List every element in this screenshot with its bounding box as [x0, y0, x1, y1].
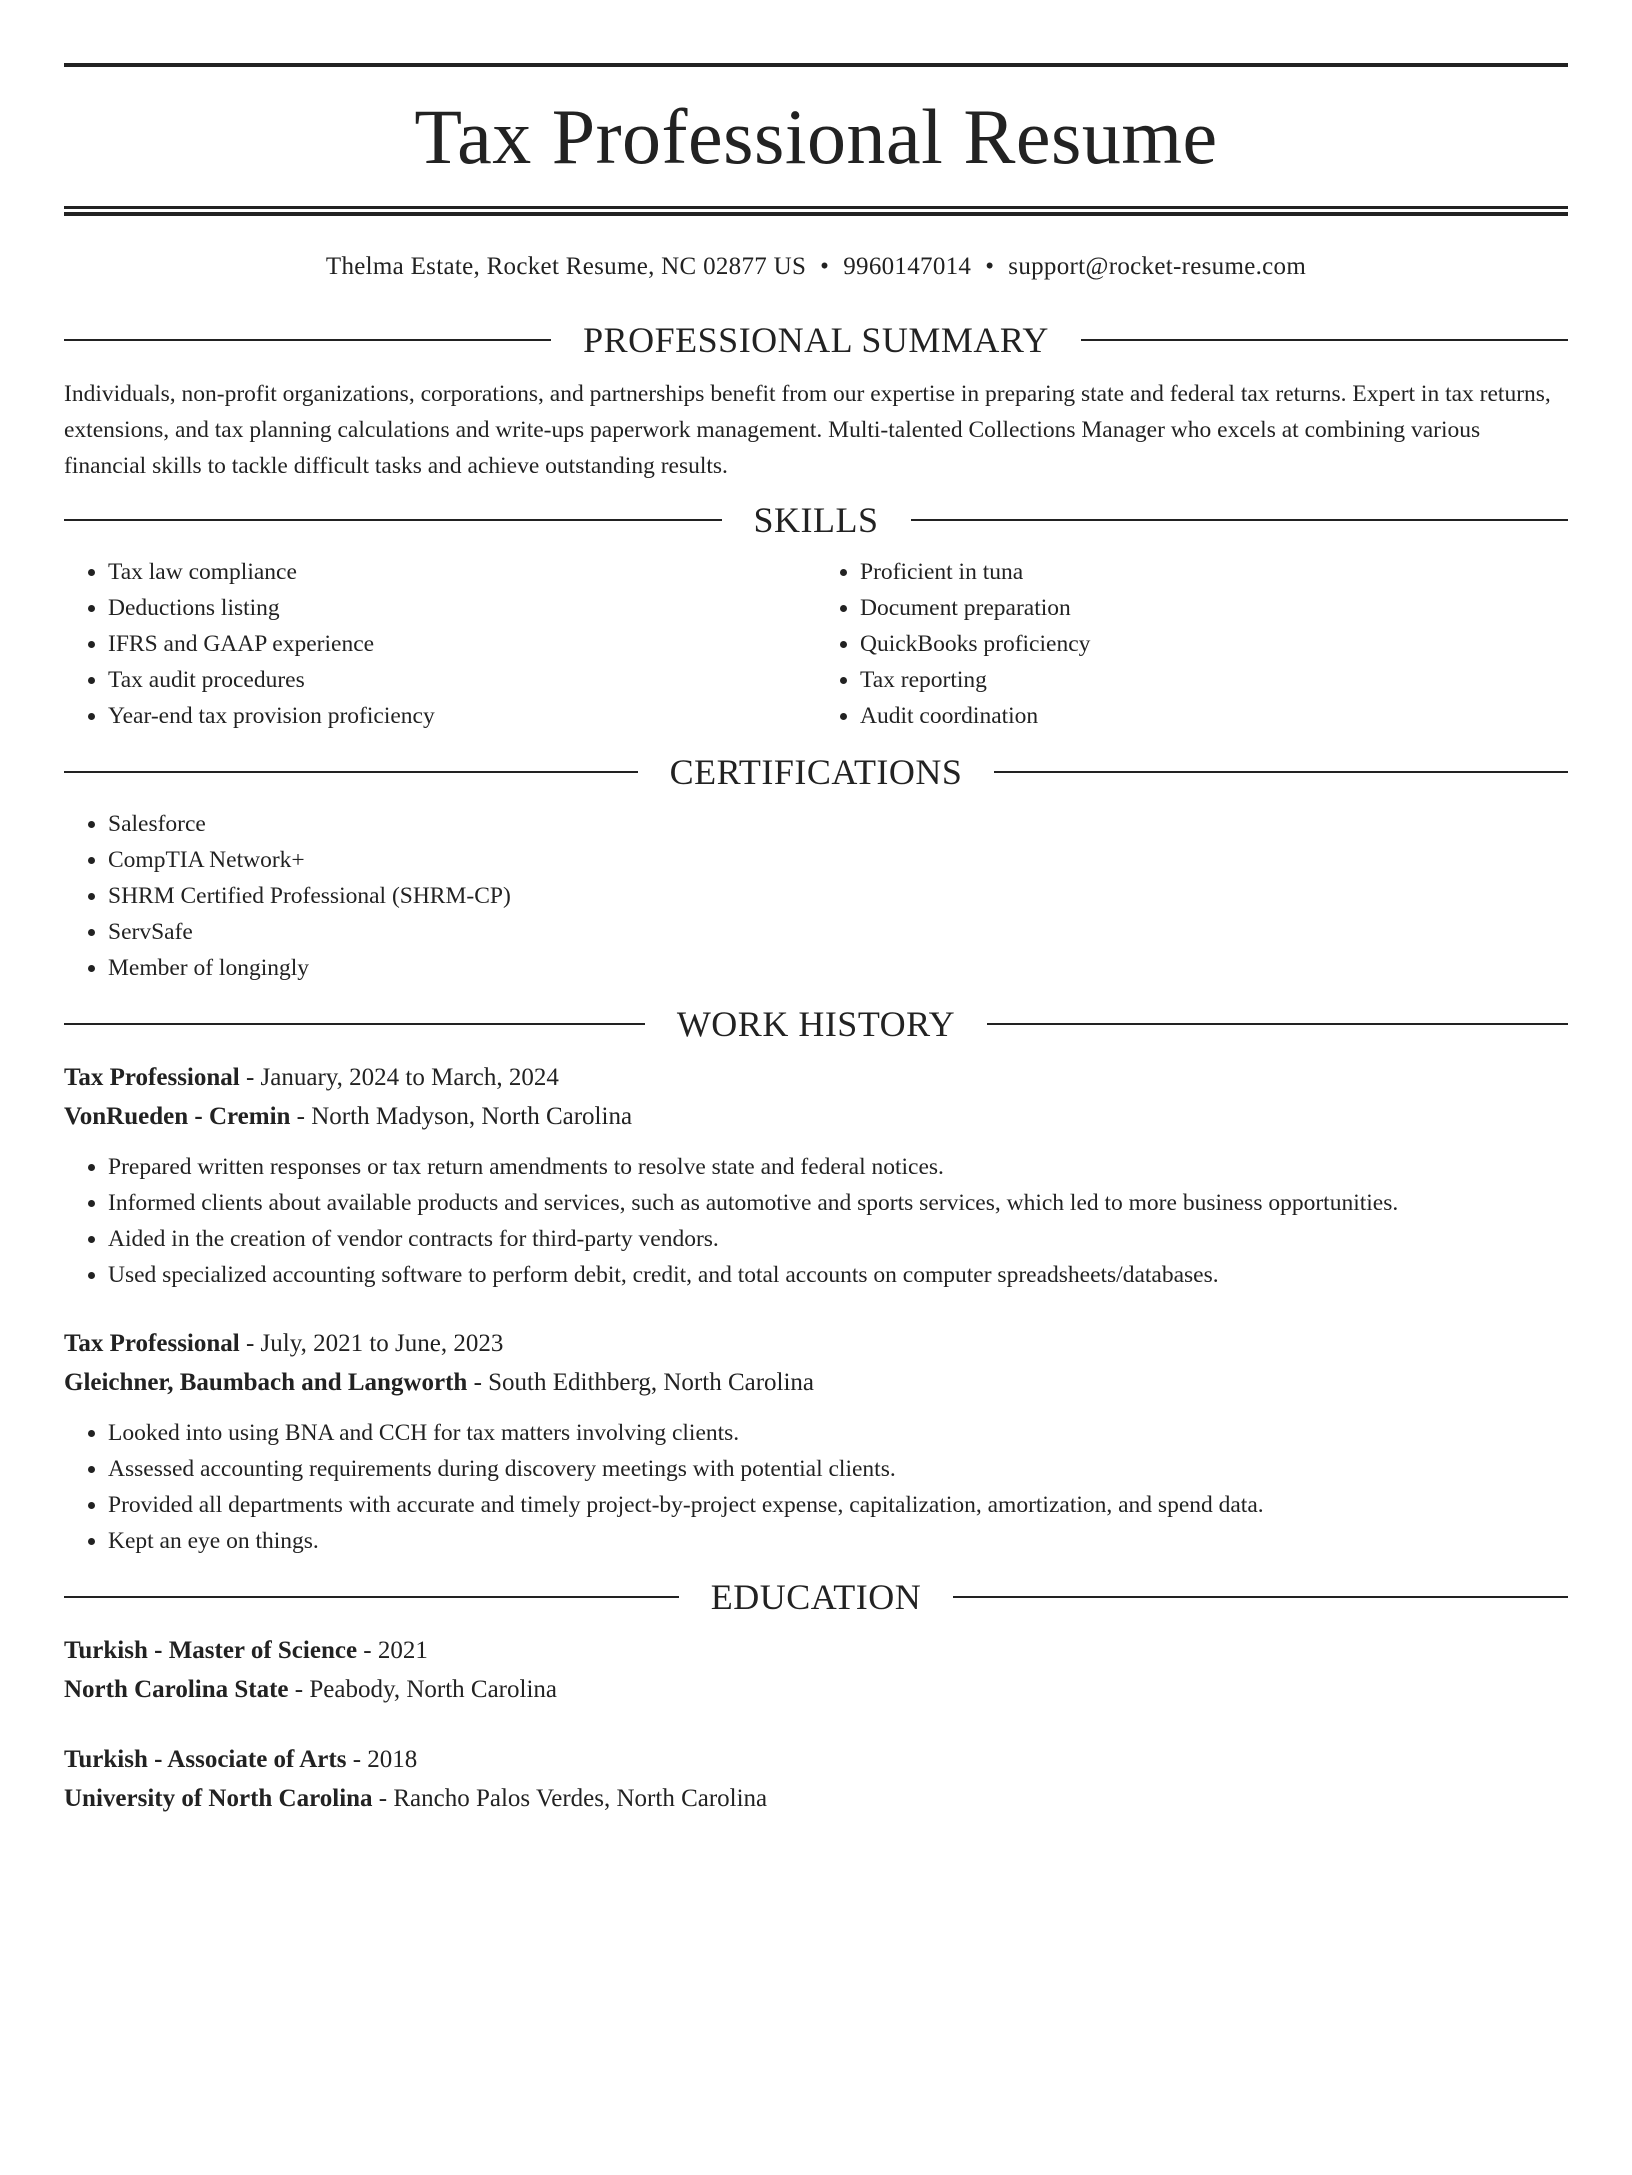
certifications-heading: CERTIFICATIONS: [669, 752, 963, 792]
certification-item: • SHRM Certified Professional (SHRM-CP): [108, 878, 1568, 914]
job-duties-list: [64, 1149, 1568, 1293]
skills-grid: [64, 554, 1568, 734]
education-section-heading: [64, 1575, 1568, 1619]
job-dates: - January, 2024 to March, 2024: [239, 1064, 559, 1091]
heading-rule: [911, 519, 1569, 521]
contact-email: support@rocket-resume.com: [1008, 253, 1307, 280]
heading-rule: [1081, 339, 1568, 341]
education-degree-line: [64, 1740, 1568, 1779]
certifications-list: [64, 806, 1568, 986]
contact-phone: 9960147014: [843, 253, 972, 280]
skill-item: • Year-end tax provision proficiency: [108, 698, 816, 734]
job-location: - North Madyson, North Carolina: [290, 1103, 633, 1130]
heading-rule: [64, 1596, 679, 1598]
education-degree: Turkish - Associate of Arts: [64, 1746, 347, 1773]
certification-item: • Salesforce: [108, 806, 1568, 842]
job-company: VonRueden - Cremin: [64, 1103, 291, 1130]
skill-item: • Proficient in tuna: [860, 554, 1568, 590]
title-double-rule: [64, 206, 1568, 216]
contact-separator: •: [985, 253, 995, 280]
education-entry: [64, 1740, 1568, 1818]
education-year: - 2018: [346, 1746, 418, 1773]
summary-text: Individuals, non-profit organizations, corporations, and partnerships benefit from our expertise in preparing state and federal tax returns. Expert in tax returns, extensions, and tax planning calculations and write-ups paperwork management. Multi-talented Collections Manager who excels at combining various financial skills to tackle difficult tasks and achieve outstanding results.: [64, 381, 1551, 479]
contact-separator: •: [820, 253, 830, 280]
education-degree-line: [64, 1631, 1568, 1670]
heading-rule: [64, 339, 551, 341]
top-rule: [64, 63, 1568, 67]
skill-item: • Document preparation: [860, 590, 1568, 626]
skill-item: • QuickBooks proficiency: [860, 626, 1568, 662]
certification-item: • Member of longingly: [108, 950, 1568, 986]
certification-item: • ServSafe: [108, 914, 1568, 950]
summary-section-heading: [64, 318, 1568, 362]
skill-item: • Tax reporting: [860, 662, 1568, 698]
skills-heading: SKILLS: [753, 500, 879, 540]
education-degree: Turkish - Master of Science: [64, 1637, 358, 1664]
certification-item: • CompTIA Network+: [108, 842, 1568, 878]
resume-page: [0, 63, 1632, 2175]
contact-line: [64, 252, 1568, 282]
contact-address: Thelma Estate, Rocket Resume, NC 02877 US: [325, 253, 807, 280]
job-title: Tax Professional: [64, 1064, 240, 1091]
work-section-heading: [64, 1002, 1568, 1046]
education-school-line: [64, 1670, 1568, 1709]
job-dates: - July, 2021 to June, 2023: [239, 1330, 504, 1357]
heading-rule: [994, 771, 1568, 773]
job-duty: • Assessed accounting requirements during discovery meetings with potential clients.: [108, 1451, 1568, 1487]
work-heading: WORK HISTORY: [676, 1004, 956, 1044]
skills-list-right: [816, 554, 1568, 734]
job-duty: • Aided in the creation of vendor contracts for third-party vendors.: [108, 1221, 1568, 1257]
job-duty: • Prepared written responses or tax return amendments to resolve state and federal notices.: [108, 1149, 1568, 1185]
heading-rule: [64, 1023, 645, 1025]
job-company-line: [64, 1363, 1568, 1402]
job-duty: • Looked into using BNA and CCH for tax matters involving clients.: [108, 1415, 1568, 1451]
heading-rule: [987, 1023, 1568, 1025]
skills-section-heading: [64, 498, 1568, 542]
job-duty: • Used specialized accounting software to perform debit, credit, and total accounts on computer spreadsheets/databases.: [108, 1257, 1568, 1293]
job-entry: [64, 1058, 1568, 1293]
education-heading: EDUCATION: [710, 1577, 922, 1617]
skill-item: • Tax audit procedures: [108, 662, 816, 698]
skill-item: • Tax law compliance: [108, 554, 816, 590]
education-location: - Peabody, North Carolina: [288, 1676, 557, 1703]
job-duty: • Provided all departments with accurate and timely project-by-project expense, capitalization, amortization, and spend data.: [108, 1487, 1568, 1523]
skill-item: • IFRS and GAAP experience: [108, 626, 816, 662]
job-title-line: [64, 1324, 1568, 1363]
page-title: Tax Professional Resume: [414, 93, 1218, 180]
heading-rule: [953, 1596, 1568, 1598]
education-location: - Rancho Palos Verdes, North Carolina: [372, 1785, 768, 1812]
job-duty: • Kept an eye on things.: [108, 1523, 1568, 1559]
heading-rule: [64, 519, 722, 521]
skill-item: • Deductions listing: [108, 590, 816, 626]
job-entry: [64, 1324, 1568, 1559]
skill-item: • Audit coordination: [860, 698, 1568, 734]
job-duty: • Informed clients about available products and services, such as automotive and sports services, which led to more business opportunities.: [108, 1185, 1568, 1221]
education-entry: [64, 1631, 1568, 1709]
job-title-line: [64, 1058, 1568, 1097]
skills-list-left: [64, 554, 816, 734]
job-company-line: [64, 1097, 1568, 1136]
education-school-line: [64, 1779, 1568, 1818]
summary-heading: PROFESSIONAL SUMMARY: [583, 320, 1049, 360]
certifications-section-heading: [64, 750, 1568, 794]
education-school: North Carolina State: [64, 1676, 289, 1703]
job-title: Tax Professional: [64, 1330, 240, 1357]
heading-rule: [64, 771, 638, 773]
education-year: - 2021: [357, 1637, 428, 1664]
education-school: University of North Carolina: [64, 1785, 373, 1812]
job-company: Gleichner, Baumbach and Langworth: [64, 1369, 468, 1396]
job-duties-list: [64, 1415, 1568, 1559]
job-location: - South Edithberg, North Carolina: [467, 1369, 815, 1396]
